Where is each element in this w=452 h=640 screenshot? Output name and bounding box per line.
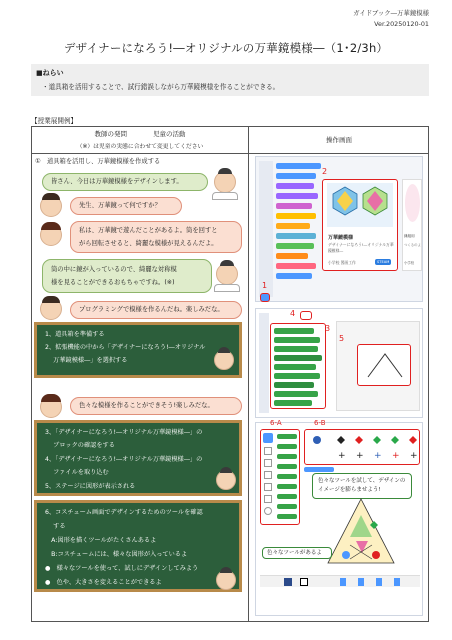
teacher-bubble-2 [42,259,212,293]
svg-text:+: + [338,451,346,461]
extension-card[interactable] [322,179,398,271]
aim-box [31,64,429,96]
shape-block[interactable] [277,494,297,499]
select-tool[interactable] [263,433,273,443]
head-right: 操作画面 [326,136,352,144]
board-line: A:図形を描くツールがたくさんあるよ [45,537,157,544]
shape-block[interactable] [277,464,297,469]
kaleido-block[interactable] [274,400,312,406]
board-line: する [45,523,66,530]
aim-text: ・道具箱を活用することで、試行錯誤しながら万華鏡模様を作ることができる。 [42,83,280,91]
neighbor-author: 小学校 [404,261,415,265]
block-sample [276,233,316,239]
aim-heading: ■ねらい [36,69,64,77]
extension-screen [255,156,423,302]
board-line: 5、ステージに図形が表示される [45,482,136,490]
block-sample [276,263,316,269]
block-sample [276,253,308,259]
text-tool[interactable] [264,495,272,503]
table-header-line [31,153,429,154]
stage [357,344,411,386]
steam-badge: STEAM [377,260,390,264]
paste-icon[interactable] [358,578,364,586]
bottom-toolbar [260,575,420,587]
block-sample [276,173,316,179]
fill-color-swatch[interactable] [284,578,292,586]
student-bubble-3: プログラミングで模様を作るんだね。楽しみだな。 [70,301,242,319]
costume-tab[interactable] [304,467,334,472]
reshape-tool[interactable] [264,447,272,455]
kaleido-block[interactable] [274,391,318,397]
block-sample [276,213,316,219]
board-line: ● 様々なツールを使って、試しにデザインしてみよう [45,565,199,572]
page-title: デザイナーになろう!―オリジナルの万華鏡模様―（1･2/3h） [63,41,389,55]
outline-color-swatch[interactable] [300,578,308,586]
teacher-avatar [214,350,234,370]
callout-line: イメージを膨らませよう! [318,487,381,493]
shape-block[interactable] [277,454,297,459]
blackboard-2 [34,420,242,496]
extension-button[interactable] [260,293,270,302]
design-preview [326,497,396,567]
neighbor-desc: つくるのよ [404,243,421,247]
block-sample [276,193,318,199]
stage-area [336,321,420,411]
category-bar [259,161,273,297]
callout-tools [312,473,412,499]
section-label: 【授業展開例】 [31,117,78,125]
teacher-hair [220,567,232,573]
table-divider [248,126,249,622]
board-line: 6、コスチューム画面でデザインするためのツールを確認 [45,509,203,516]
blackboard-1 [34,322,242,378]
shape-block[interactable] [277,474,297,479]
card-desc: デザイナーになろう!―オリジナル万華鏡模様― [328,242,394,253]
marker-1: 1 [262,281,268,290]
copy-icon[interactable] [340,578,346,586]
card-title: 万華鏡模様 [328,235,354,241]
student-hair [42,296,60,303]
board-line: ● 色や、大きさを変えることができるよ [45,579,162,586]
kaleido-block[interactable] [274,346,318,352]
callout-variety: 色々なツールがあるよ [262,547,332,559]
tool-panel [260,429,300,525]
shape-block[interactable] [277,484,297,489]
callout-line: 色々なツールを試して、デザインの [318,478,406,484]
block-sample [276,223,310,229]
head-left: 教師の発問 児童の活動 [94,130,186,138]
board-line: 4、「デザイナーになろう!―オリジナル万華鏡模様―」の [45,455,203,463]
student-hair [41,394,61,402]
shape-block[interactable] [277,514,297,519]
bubble-line: 私は、万華鏡で遊んだことがあるよ。筒を回すと [79,227,218,234]
kaleidoscope-thumbnail [327,183,393,227]
category-bar [259,313,269,413]
teacher-bubble-1: 皆さん、今日は万華鏡模様をデザインします。 [42,173,208,191]
block-sample [276,273,312,279]
blackboard-3 [34,500,242,592]
bubble-line: 様を見ることができるおもちゃですね。(※) [51,279,175,286]
triangle-shape [366,351,404,379]
neighbor-title: 縁組用 [404,234,415,238]
marker-3: 3 [325,324,331,333]
shape-block[interactable] [277,504,297,509]
student-bubble-2 [70,221,242,253]
student-bubble-4: 色々な模様を作ることができそう!楽しみだな。 [70,397,242,415]
teacher-coat [212,192,238,200]
board-line: B:コスチュームには、様々な図形が入っているよ [45,551,188,558]
student-bubble-1: 先生、万華鏡って何ですか？ [70,197,182,215]
costume-screen [255,419,423,616]
svg-text:+: + [392,451,400,461]
teacher-hair [220,260,234,266]
neighbor-card [402,179,422,271]
flip-icon[interactable] [394,578,400,586]
board-line: 万華鏡模様―」を選択する [45,357,128,364]
board-line: ブロックの確認をする [45,442,115,450]
block-sample [276,243,314,249]
kaleido-block[interactable] [274,373,320,379]
teacher-coat [214,284,240,292]
kaleido-block[interactable] [274,382,314,388]
circle-tool[interactable] [264,507,272,515]
flower-thumbnail [405,184,420,222]
blocks-screen [255,308,423,418]
kaleido-block[interactable] [274,328,314,334]
file-button[interactable] [300,311,312,320]
kaleido-block[interactable] [274,355,322,361]
kaleido-block[interactable] [274,364,316,370]
shape-block[interactable] [277,444,297,449]
eraser-tool[interactable] [264,471,272,479]
delete-icon[interactable] [376,578,382,586]
teacher-hair [220,467,232,473]
teacher-avatar [216,263,238,285]
step-label: ① 道具箱を活用し、万華鏡模様を作成する [35,158,161,165]
bubble-line: がら回転させると、綺麗な模様が見えるんだよ。 [79,240,218,247]
teacher-hair [218,168,232,174]
shape-grid [307,432,419,464]
card-author: 小学校 図画工作 [328,260,356,265]
block-sample [276,163,321,169]
block-sample [276,183,314,189]
board-line: 2、拡張機能の中から「デザイナーになろう!―オリジナル [45,344,206,351]
teacher-hair [218,347,230,353]
student-hair [41,222,61,230]
svg-text:+: + [356,451,364,461]
head-note: （※）は児童の実態に合わせて変更してください [76,144,204,150]
version-label: Ver.20250120-01 [374,20,429,28]
shape-block[interactable] [277,434,297,439]
svg-text:+: + [374,451,382,461]
teacher-avatar [216,470,236,490]
guide-label: ガイドブック―万華鏡模様 [353,9,429,17]
svg-text:+: + [410,451,418,461]
brush-tool[interactable] [264,459,272,467]
block-palette [270,323,326,409]
block-sample [276,203,312,209]
marker-6a: 6-A [270,419,282,427]
board-line: ファイルを取り込む [45,469,109,477]
teacher-avatar [214,171,236,193]
board-line: 3、「デザイナーになろう!―オリジナル万華鏡模様―」の [45,429,203,436]
teacher-avatar [216,570,236,590]
marker-6b: 6-B [314,419,326,427]
bubble-line: 筒の中に鏡が入っているので、綺麗な対称模 [51,266,177,273]
board-line: 1、道具箱を準備する [45,331,105,338]
marker-4: 4 [290,309,296,318]
student-hair [42,193,60,200]
marker-5: 5 [339,334,345,343]
kaleido-block[interactable] [274,337,320,343]
marker-2: 2 [322,167,328,176]
costume-shapes [304,429,420,465]
fill-tool[interactable] [264,483,272,491]
